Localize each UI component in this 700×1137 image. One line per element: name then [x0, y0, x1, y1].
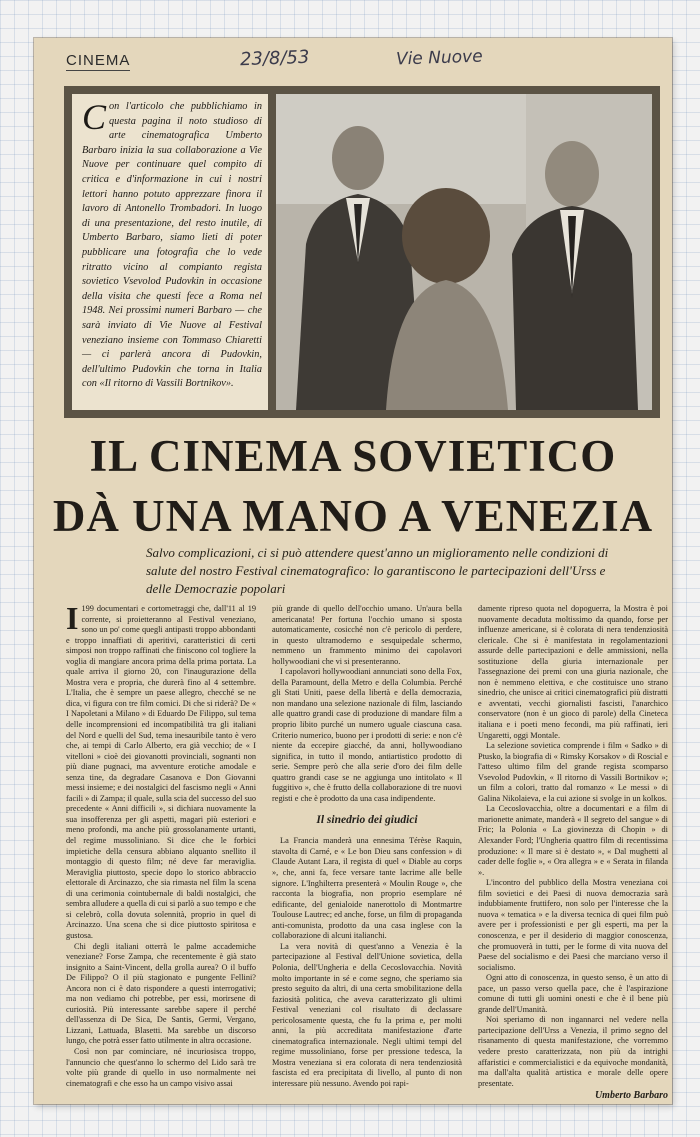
paragraph: La Cecoslovacchia, oltre a documentari e a film di marionette animate, manderà « Il segreto del sangue » di Fric; la Polonia « La giovinezza di Chopin » di Alexander Ford; l'Ungheria quattro film di recentissima produzione: « Il mare si è destato », « Dal mughetti al cader delle foglie », « Ora allegra » e « Serata in filanda ». [478, 804, 668, 877]
handwritten-date: 23/8/53 [239, 46, 310, 71]
photo-illustration [276, 94, 652, 410]
paragraph: Così non par cominciare, né incuriosisca troppo, l'annuncio che quest'anno lo schermo del Lido sarà tre volte più grande di quello in uso normalmente nei cinematografi e che esso ha un campo visivo assai [66, 1046, 256, 1088]
article-body [66, 600, 672, 1102]
paragraph: I capolavori hollywoodiani annunciati sono della Fox, della Paramount, della Metro e della Columbia. Perché gli Stati Uniti, paese della libertà e della democrazia, non mandano una selezione nazionale di film, lasciando alle quattro grandi case di produzione di mandare film a proprio libito purché un numero uguale ciascuna casa. Criterio numerico, buono per i prodotti di serie: e non c'è niente da eccepire giacché, da anni, hollywoodiano significa, in tutto il mondo, antiartistico prodotto di serie. Sempre però che alla serie d'oro dei film delle quattro grandi case se ne aggiunga uno intitolato « Il fuggitivo », che è frutto della collaborazione di tre nuovi registi e che è prodotto da una casa indipendente. [272, 667, 462, 803]
photo-barbaro-pudovkin [276, 94, 652, 410]
intro-photo-box [64, 86, 660, 418]
article-column-1 [66, 600, 256, 1094]
paragraph: La vera novità di quest'anno a Venezia è la partecipazione al Festival dell'Unione sovietica, della Polonia, dell'Ungheria e della Cecoslovacchia. Novità molto importante in sé e come segno, che speriamo sia presto seguito da altri, di una certa smobilitazione della faziosità politica, che aveva caratterizzato gli ultimi Festival veneziani col risultato di declassare pericolosamente questa, che fu la prima e, per molti anni, la più accreditata manifestazione d'arte cinematografica internazionale. Negli ultimi tempi del regime mussoliniano, forse per pressione tedesca, la Mostra veneziana si era colorata di nera tendenziosità fascista ed era precipitata di livello, al punto di non interessare più nessuno. Avendo poi rapi- [272, 941, 462, 1088]
paragraph: I 199 documentari e cortometraggi che, dall'11 al 19 corrente, si proietteranno al Festival veneziano, sono un po' come quegli antipasti troppo abbondanti e troppo innaffiati di aperitivi, caratteristici di certi simposi non troppo raffinati che finiscono col togliere la voglia di mangiare ancora prima della prima portata. La quale arriva il giorno 20, con l'inaugurazione della Mostra vera e propria, che durerà fino al 4 settembre. L'Italia, che è sempre un paese allegro, checché se ne dica, vi figura con tre film comici. Di che si riderà? De « I Napoletani a Milano » di Eduardo De Filippo, sul tema delle incomprensioni ed incompatibilità tra gli italiani del Nord e quelli del Sud, tema inesauribile tanto è vero che, ai tempi di Carlo Alberto, era già vecchio; de « I vitelloni » cioè dei giovanotti provinciali, sognanti non più diane pugnaci, ma avventure erotiche amodale e senza tine, da degradare Casanova e Don Giovanni messi insieme; e dei nostalgici del fascismo negli « Anni facili » di Zampa; il quale, sulla scia del successo del suo precedente « Anni difficili », si dichiara nuovamente la sua insofferenza per gli aspetti, magari più esteriori e meno profondi, ma anche più grossolanamente urtanti, del regime mussoliniano. Si dice che le forbici impietiche della censura abbiano alquanto snellito il montaggio di questo film; né deve far meraviglia. Meraviglia piuttosto, specie dopo lo storico abbraccio elettorale di Arcinazzo, che sia rimasta nel film la scena di una cerimonia cointubernale di baldi nostalgici, che sembra alludere a quella di cui si parlò a suo tempo e che si celebrò, colla dovuta solennità, proprio in quel di Arcinazzo. Una scena che si dice piuttosto spiritosa e gustosa. [66, 600, 256, 940]
paragraph: Noi speriamo di non ingannarci nel vedere nella partecipazione dell'Urss a Venezia, il primo segno del risanamento di questa manifestazione, che vorremmo vedere presto caratterizzata, non più da intrighi affaristici e commercialistici e da equivoche mondanità, ma dall'alta qualità artistica e morale delle opere presentate. [478, 1015, 668, 1088]
author-signature: Umberto Barbaro [594, 1090, 668, 1102]
handwritten-source: Vie Nuove [395, 46, 483, 70]
paragraph: L'incontro del pubblico della Mostra veneziana coi film sovietici e dei Paesi di nuova democrazia sarà indubbiamente fruttifero, non solo per l'interesse che la nuova « tematica » e la diversa tecnica di quei film può avere per i professionisti e per gli esperti, ma per la conoscenza, e per il desiderio di maggior conoscenza, che promuoverà in tutti, per le forme di vita nuova del Paese del socialismo e dei Paesi che marciano verso il socialismo. [478, 878, 668, 972]
headline-line-1: IL CINEMA SOVIETICO [89, 431, 617, 481]
paragraph: più grande di quello dell'occhio umano. Un'aura bella americanata! Per fortuna l'occhio umano si sposta automaticamente, cosicché non c'è pericolo di perdere, in questo ultramoderno e sesquipedale schermo, nemmeno un frammento minimo dei capolavori hollywoodiani che vi si presenteranno. [272, 604, 462, 666]
paragraph: La selezione sovietica comprende i film « Sadko » di Ptusko, la biografia di « Rimsky Korsakov » di Roscial e l'atteso ultimo film del grande regista scomparso Vsevolod Pudovkin, « Il ritorno di Vassili Bortnikov »; un film a colori, tratto dal romanzo « Le messi » di Galina Nikolaieva, e la cui azione si svolge in un kolkos. [478, 741, 668, 803]
paragraph: La Francia manderà una ennesima Térèse Raquin, stavolta di Carné, e « Le bon Dieu sans confession » di Claude Autant Lara, il regista di quel « Diable au corps », che, anni fa, fece versare tante lacrime alle belle signore. L'Inghilterra presenterà « Moulin Rouge », che racconta la biografia, non proprio esemplare né edificante, del genialoide nanerottolo di Montmartre Toulouse Lautrec; ed anche, forse, un film di propaganda anti-comunista, prodotto da una casa inglese con la collaborazione di alcuni italianchi. [272, 836, 462, 941]
article-drop-cap: I [66, 600, 79, 636]
intro-body: on l'articolo che pubblichiamo in questa pagina il noto studioso di arte cinematografica Umberto Barbaro inizia la sua collaborazione a Vie Nuove per continuare quel compito di critica e d'informazione in cui i nostri lettori hanno potuto apprezzare finora il lavoro di Antonello Trombadori. In luogo di una presentazione, del resto inutile, di Umberto Barbaro, siamo lieti di poter pubblicare una fotografia che lo vede ritratto vicino al compianto regista sovietico Vsevolod Pudovkin in occasione della visita che questi fece a Roma nel 1948. Nei prossimi numeri Barbaro — che sarà inviato di Vie Nuove al Festival veneziano insieme con Tommaso Chiaretti — ci parlerà ancora di Pudovkin, dell'ultimo Pudovkin che torna in Italia con «Il ritorno di Vassili Bortnikov». [82, 101, 262, 390]
intro-box-text [72, 94, 268, 410]
subheadline: Salvo complicazioni, ci si può attendere quest'anno un miglioramento nelle condizioni di salute del nostro Festival cinematografico: lo garantiscono le partecipazioni dell'Urss e delle Democrazie popolari [146, 545, 609, 596]
article-column-3 [478, 604, 668, 1102]
intro-drop-cap: C [82, 97, 107, 137]
paragraph: Ogni atto di conoscenza, in questo senso, è un atto di pace, un passo verso quella pace, che è l'aspirazione comune di tutti gli uomini onesti e che è il bene più grande dell'Umanità. [478, 973, 668, 1014]
paragraph: damente ripreso quota nel dopoguerra, la Mostra è poi nuovamente decaduta moltissimo da quando, forse per influenze americane, si è colorata di nera tendenziosità clericale. Che si è manifestata in regolamentazioni assurde delle partecipazioni e delle ammissioni, nella sostituzione della giuria internazionale per l'assegnazione dei premi con una giuria nazionale, che non è nemmeno elettiva, e che costituisce uno strano sinedrio, che unisce ai critici cinematografici più distratti e avventati, vecchi giornalisti fascisti, l'anarchico conservatore (non è un gioco di parole) della Cineteca italiana e i poeti meno fecondi, ma più raffinati, ieri Ungaretti, oggi Montale. [478, 604, 668, 740]
headline-line-2: DÀ UNA MANO A VENEZIA [52, 491, 654, 541]
section-label: CINEMA [66, 52, 131, 69]
article-column-2 [272, 604, 462, 1094]
section-heading: Il sinedrio dei giudici [316, 814, 418, 827]
newspaper-clipping [34, 38, 672, 1104]
paragraph: Chi degli italiani otterrà le palme accademiche veneziane? Forse Zampa, che recentemente è già stato insignito a Saint-Vincent, della grolla aurea? O il buffo De Filippo? O il più stagionato e pungente Fellini? Ancora non ci è dato rispondere a questi interrogativi; ma non vediamo chi potrebbe, per essi, morirsene di curiosità. Più interessante sarebbe sapere il perché dell'assenza di De Sica, De Santis, Germi, Vergano, Lizzani, Lattuada, Blasetti. Ma sarebbe un discorso lungo, che potrà esser fatto utilmente in altra occasione. [66, 941, 256, 1046]
